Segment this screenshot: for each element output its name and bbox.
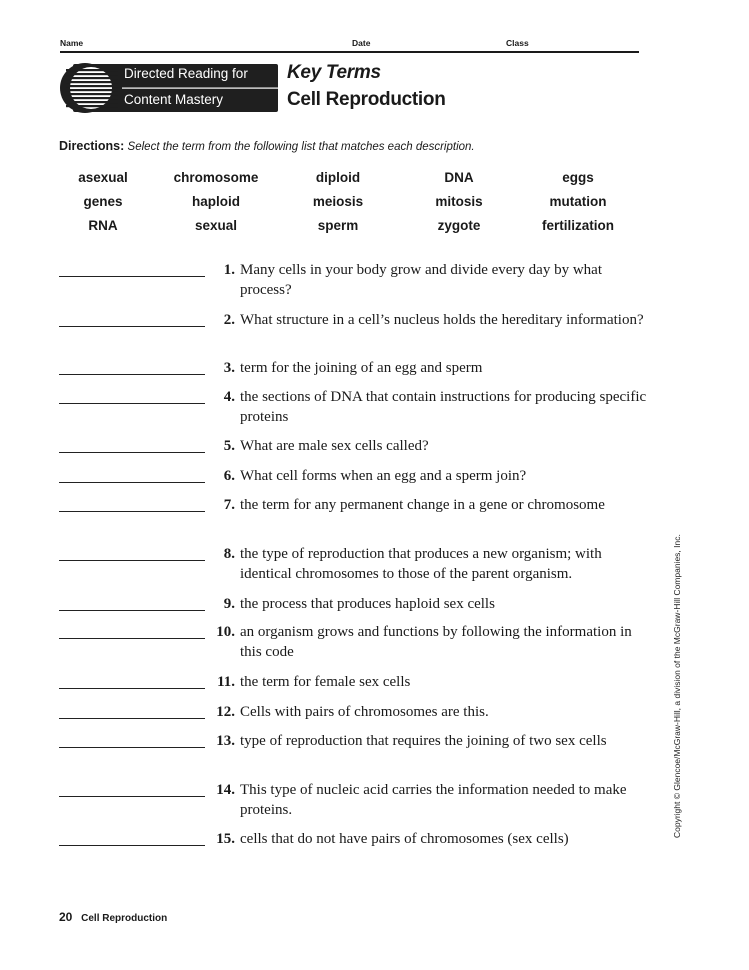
- term: haploid: [192, 194, 240, 209]
- answer-blank[interactable]: [59, 511, 205, 512]
- banner-line-2: Content Mastery: [124, 92, 224, 107]
- answer-blank[interactable]: [59, 845, 205, 846]
- answer-blank[interactable]: [59, 718, 205, 719]
- term: RNA: [88, 218, 118, 233]
- footer-label: Cell Reproduction: [81, 913, 168, 924]
- answer-blank[interactable]: [59, 276, 205, 277]
- term: asexual: [78, 170, 128, 185]
- answer-blank[interactable]: [59, 638, 205, 639]
- term: sexual: [194, 218, 238, 233]
- question-number: 3.: [223, 360, 235, 376]
- question-text: the type of reproduction that produces a new organism; with identical chromosomes to those of the parent organism.: [240, 546, 602, 582]
- answer-blank[interactable]: [59, 688, 205, 689]
- directed-reading-banner: [58, 63, 278, 113]
- answer-blank[interactable]: [59, 482, 205, 483]
- question-text: This type of nucleic acid carries the information needed to make proteins.: [240, 782, 627, 818]
- question-text: an organism grows and functions by following the information in this code: [240, 624, 632, 660]
- answer-blank[interactable]: [59, 403, 205, 404]
- answer-blank[interactable]: [59, 374, 205, 375]
- question-text: the process that produces haploid sex cells: [240, 596, 495, 612]
- term: eggs: [562, 170, 594, 185]
- question-text: Many cells in your body grow and divide every day by what process?: [240, 262, 602, 298]
- question-number: 5.: [223, 438, 235, 454]
- question-text: the term for female sex cells: [240, 674, 411, 690]
- question-number: 13.: [216, 733, 235, 749]
- term: mitosis: [435, 194, 483, 209]
- question-number: 14.: [216, 782, 235, 798]
- question-number: 8.: [223, 546, 235, 562]
- directions: [59, 138, 475, 154]
- question-text: Cells with pairs of chromosomes are this.: [240, 704, 489, 720]
- term: sperm: [317, 218, 359, 233]
- question-number: 12.: [216, 704, 235, 720]
- question-number: 6.: [223, 468, 235, 484]
- directions-label: Directions:: [59, 139, 125, 153]
- term: DNA: [444, 170, 474, 185]
- term: chromosome: [173, 170, 259, 185]
- term: fertilization: [541, 218, 614, 233]
- banner-line-1: Directed Reading for: [124, 66, 248, 81]
- answer-blank[interactable]: [59, 560, 205, 561]
- answer-blank[interactable]: [59, 610, 205, 611]
- answer-blank[interactable]: [59, 452, 205, 453]
- term: meiosis: [312, 194, 364, 209]
- page-footer: [59, 910, 167, 924]
- question-text: What are male sex cells called?: [240, 438, 429, 454]
- title-key-terms: Key Terms: [287, 62, 381, 83]
- question-text: the sections of DNA that contain instructions for producing specific proteins: [240, 389, 647, 425]
- question-text: What cell forms when an egg and a sperm join?: [240, 468, 527, 484]
- term: zygote: [437, 218, 481, 233]
- worksheet-header: [60, 38, 639, 53]
- question-number: 7.: [223, 497, 235, 513]
- question-number: 4.: [223, 389, 235, 405]
- answer-blank[interactable]: [59, 326, 205, 327]
- question-number: 9.: [223, 596, 235, 612]
- term: mutation: [549, 194, 607, 209]
- question-number: 2.: [223, 312, 235, 328]
- question-text: the term for any permanent change in a gene or chromosome: [240, 497, 605, 513]
- answer-blank[interactable]: [59, 747, 205, 748]
- title-cell-reproduction: Cell Reproduction: [287, 89, 446, 110]
- term: diploid: [315, 170, 361, 185]
- question-number: 1.: [223, 262, 235, 278]
- question-text: type of reproduction that requires the joining of two sex cells: [240, 733, 607, 749]
- answer-blank[interactable]: [59, 796, 205, 797]
- question-text: What structure in a cell’s nucleus holds the hereditary information?: [240, 312, 644, 328]
- name-label: Name: [60, 38, 84, 48]
- question-number: 11.: [217, 674, 235, 690]
- question-text: term for the joining of an egg and sperm: [240, 360, 483, 376]
- date-label: Date: [352, 38, 371, 48]
- copyright-notice: Copyright © Glencoe/McGraw-Hill, a division of the McGraw-Hill Companies, Inc.: [672, 534, 682, 838]
- question-text: cells that do not have pairs of chromosomes (sex cells): [240, 831, 569, 847]
- class-label: Class: [506, 38, 529, 48]
- question-number: 10.: [216, 624, 235, 640]
- term: genes: [83, 194, 123, 209]
- page-number: 20: [59, 910, 73, 924]
- directions-text: Select the term from the following list that matches each description.: [127, 141, 475, 153]
- question-number: 15.: [216, 831, 235, 847]
